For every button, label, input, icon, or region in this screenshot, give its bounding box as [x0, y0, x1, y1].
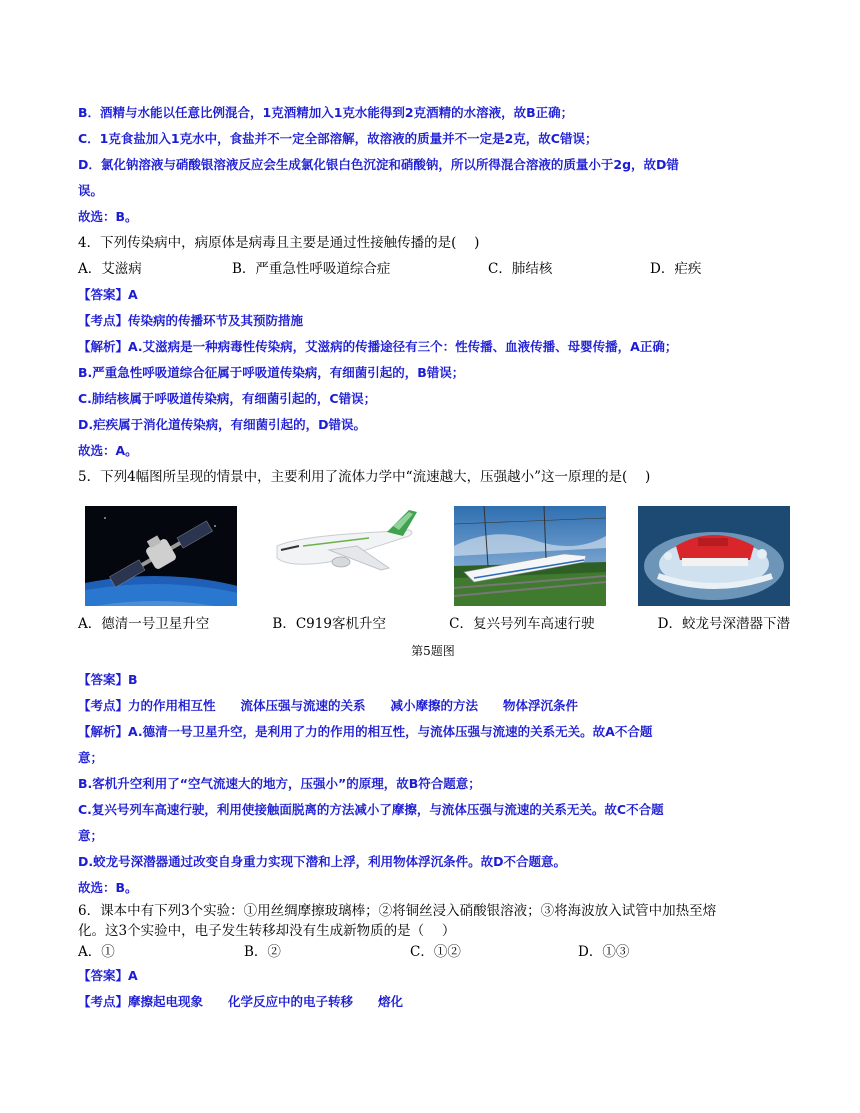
- q6-option-c: C．①②: [410, 944, 461, 960]
- q5-analysis-6: D.蛟龙号深潜器通过改变自身重力实现下潜和上浮，利用物体浮沉条件。故D不合题意。: [78, 854, 567, 869]
- q4-option-b: B．严重急性呼吸道综合症: [232, 261, 391, 277]
- q5-analysis-3: B.客机升空利用了“空气流速大的地方，压强小”的原理，故B符合题意；: [78, 776, 481, 791]
- document-page: [78, 100, 788, 1015]
- q6-answer: 【答案】A: [78, 968, 138, 983]
- q4-option-a: A．艾滋病: [78, 261, 142, 277]
- q4-choice: 故选：A。: [78, 443, 138, 458]
- q4-stem: 4．下列传染病中，病原体是病毒且主要是通过性接触传播的是( ): [78, 235, 480, 251]
- q5-caption-a: A．德清一号卫星升空: [78, 616, 210, 632]
- q5-caption-d: D．蛟龙号深潜器下潜: [657, 616, 790, 632]
- q5-point: 【考点】力的作用相互性 流体压强与流速的关系 减小摩擦的方法 物体浮沉条件: [78, 698, 579, 713]
- q5-analysis-4: C.复兴号列车高速行驶，利用使接触面脱离的方法减小了摩擦，与流体压强与流速的关系无关。故C不合题: [78, 802, 664, 817]
- q3-analysis-d-line2: 误。: [78, 183, 104, 198]
- q6-option-a: A．①: [78, 944, 115, 960]
- q5-analysis-5: 意；: [78, 828, 104, 843]
- q5-choice: 故选：B。: [78, 880, 138, 895]
- q5-analysis-2: 意；: [78, 750, 104, 765]
- q5-figure-caption: 第5题图: [411, 644, 455, 658]
- q4-analysis-3: C.肺结核属于呼吸道传染病，有细菌引起的，C错误；: [78, 391, 377, 406]
- fuxing-train-image: [454, 506, 606, 606]
- q5-captions: [78, 612, 790, 632]
- q4-analysis-4: D.疟疾属于消化道传染病，有细菌引起的，D错误。: [78, 417, 367, 432]
- q3-analysis-d-line1: D．氯化钠溶液与硝酸银溶液反应会生成氯化银白色沉淀和硝酸钠，所以所得混合溶液的质量小于2g，故D错: [78, 157, 679, 172]
- q6-option-d: D．①③: [578, 944, 630, 960]
- q3-analysis-b: B．酒精与水能以任意比例混合，1克酒精加入1克水能得到2克酒精的水溶液，故B正确；: [78, 105, 574, 120]
- q5-stem: 5．下列4幅图所呈现的情景中，主要利用了流体力学中“流速越大，压强越小”这一原理的是( ): [78, 469, 651, 485]
- q6-stem-line1: 6．课本中有下列3个实验：①用丝绸摩擦玻璃棒；②将铜丝浸入硝酸银溶液；③将海波放入试管中加热至熔: [78, 903, 717, 919]
- q6-stem-line2: 化。这3个实验中，电子发生转移却没有生成新物质的是（ ）: [78, 923, 456, 939]
- q3-analysis-c: C．1克食盐加入1克水中，食盐并不一定全部溶解，故溶液的质量并不一定是2克，故C错误；: [78, 131, 598, 146]
- q6-point: 【考点】摩擦起电现象 化学反应中的电子转移 熔化: [78, 994, 404, 1009]
- q4-point: 【考点】传染病的传播环节及其预防措施: [78, 313, 304, 328]
- satellite-image: [85, 506, 237, 606]
- jiaolong-submersible-image: [638, 506, 790, 606]
- q4-option-c: C．肺结核: [488, 261, 553, 277]
- q5-answer: 【答案】B: [78, 672, 138, 687]
- q6-option-b: B．②: [244, 944, 281, 960]
- q5-figure-row: [85, 506, 790, 606]
- q3-choice: 故选：B。: [78, 209, 138, 224]
- q5-caption-b: B．C919客机升空: [272, 616, 386, 632]
- q4-option-d: D．疟疾: [650, 261, 702, 277]
- q5-caption-c: C．复兴号列车高速行驶: [449, 616, 595, 632]
- q4-analysis-1: 【解析】A.艾滋病是一种病毒性传染病，艾滋病的传播途径有三个：性传播、血液传播、母婴传播，A正确；: [78, 339, 678, 354]
- q4-answer: 【答案】A: [78, 287, 138, 302]
- c919-airliner-image: [269, 506, 421, 606]
- q5-analysis-1: 【解析】A.德清一号卫星升空，是利用了力的作用的相互性，与流体压强与流速的关系无关。故A不合题: [78, 724, 653, 739]
- q6-options: [78, 941, 788, 963]
- q4-options: [78, 256, 788, 282]
- q4-analysis-2: B.严重急性呼吸道综合征属于呼吸道传染病，有细菌引起的，B错误；: [78, 365, 465, 380]
